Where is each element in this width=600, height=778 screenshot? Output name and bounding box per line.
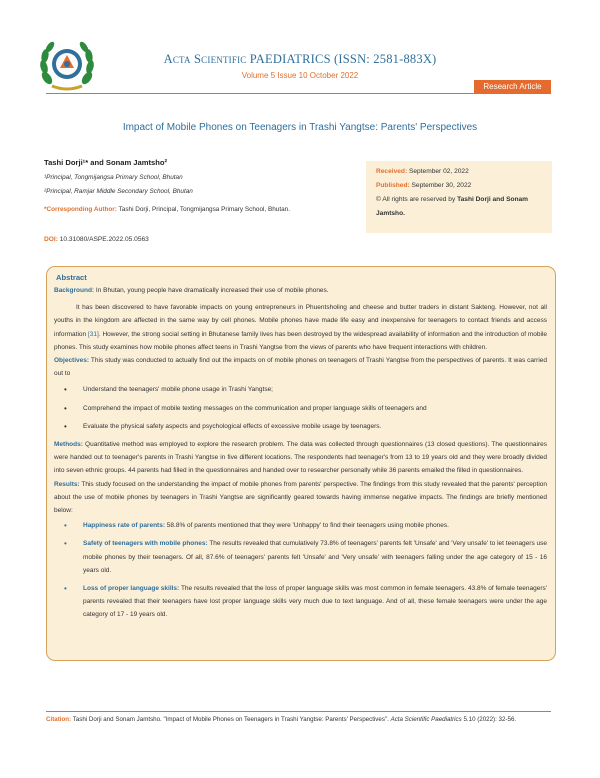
affiliation-1: ¹Principal, Tongmijangsa Primary School, Bhutan xyxy=(44,174,183,181)
result-text: The results revealed that the loss of proper language skills was most common in female teenagers. 43.8% of female teenagers' parents revealed that their teenagers have lost proper language skills very much due to text language. And of all, these female teenagers were under the age category of 17 - 19 years old. xyxy=(83,585,548,619)
list-item: • Understand the teenagers' mobile phone usage in Trashi Yangtse; xyxy=(61,383,547,396)
journal-title: Acta Scientific PAEDIATRICS (ISSN: 2581-883X) xyxy=(163,52,437,66)
abstract-objectives xyxy=(54,354,547,380)
objectives-text: This study was conducted to actually find out the impacts on of mobile phones on teenagers of Trashi Yangtse from the perspectives of parents. It was carried out to xyxy=(54,357,547,378)
citation-journal: Acta Scientific Paediatrics xyxy=(390,716,462,723)
list-item xyxy=(61,519,547,532)
citation-label: Citation: xyxy=(46,716,72,723)
methods-text: Quantitative method was employed to explore the research problem. The data was collected through questionnaires (13 closed questions). The questionnaires were handed out to teenager's parents in Trashi Yangtse in five different locations. The respondents had teenager's from 13 to 19 years old and they were broadly divided into seven ethnic groups. 44 parents had filled in the questionnaires and handed over to researcher personally while 36 parents emailed the filled in questionnaires. xyxy=(54,441,547,475)
reference-link[interactable]: [31] xyxy=(87,330,99,338)
header-divider xyxy=(46,93,551,94)
doi-link[interactable]: 10.31080/ASPE.2022.05.0563 xyxy=(57,236,149,243)
result-text: 58.8% of parents mentioned that they were 'Unhappy' to find their teenagers using mobile phones. xyxy=(165,522,449,530)
corresponding-author xyxy=(44,203,339,217)
results-list xyxy=(61,519,547,621)
list-item xyxy=(61,582,547,622)
footer-divider xyxy=(46,711,551,712)
result-label: Loss of proper language skills: xyxy=(83,585,180,593)
result-label: Happiness rate of parents: xyxy=(83,522,165,530)
citation-text: Tashi Dorji and Sonam Jamtsho. "Impact of Mobile Phones on Teenagers in Trashi Yangtse: Parents' Perspectives". xyxy=(71,716,391,723)
received-date xyxy=(376,165,542,179)
list-item: • Comprehend the impact of mobile texting messages on the communication and proper language skills of teenagers and xyxy=(61,402,547,415)
copyright-holder: Tashi Dorji and Sonam Jamtsho. xyxy=(376,196,529,217)
article-type-badge: Research Article xyxy=(474,80,551,93)
paragraph-text-a: It has been discovered to have favorable impacts on young entrepreneurs in Phuentsholing and cheese and butter traders in distant Sakteng. However, not all youths in the kingdom are affected in the same way by cell phones. Mobile phones have made life easy and inexpensive for teenagers to contact friends and access information xyxy=(54,304,547,338)
published-label: Published: xyxy=(376,182,410,189)
result-label: Safety of teenagers with mobile phones: xyxy=(83,540,208,548)
published-date xyxy=(376,179,542,193)
received-value: September 02, 2022 xyxy=(407,168,469,175)
abstract-paragraph xyxy=(54,301,547,354)
abstract-results xyxy=(54,478,547,518)
citation xyxy=(46,714,551,725)
abstract-methods xyxy=(54,438,547,478)
published-value: September 30, 2022 xyxy=(409,182,472,189)
author-list: Tashi Dorji¹* and Sonam Jamtsho² xyxy=(44,158,168,167)
list-item xyxy=(61,537,547,577)
article-title: Impact of Mobile Phones on Teenagers in Trashi Yangtse: Parents' Perspectives xyxy=(122,122,478,133)
background-label: Background: xyxy=(54,287,95,294)
affiliation-2: ²Principal, Ramjar Middle Secondary School, Bhutan xyxy=(44,188,193,195)
result-text: The results revealed that cumulatively 73.8% of teenagers' parents felt 'Unsafe' and 'Very unsafe' to let teenagers use mobile phones by their teenagers. Of all, 87.6% of teenagers' parents felt 'Unsafe' and 'Very unsafe' with teenagers falling under the age category of 15 - 16 years old. xyxy=(83,540,547,574)
objectives-list xyxy=(61,383,547,433)
results-label: Results: xyxy=(54,480,80,488)
volume-issue: Volume 5 Issue 10 October 2022 xyxy=(241,71,359,80)
abstract-heading: Abstract xyxy=(56,273,87,282)
results-text: This study focused on the understanding the impact of mobile phones from parents' perspective. The findings from this study revealed that the parents' perception about the use of mobile phones by teenagers in Trashi Yangtse are significantly geared towards having immense negative impacts. The findings are briefly mentioned below: xyxy=(54,480,547,515)
abstract-box xyxy=(46,266,556,661)
doi-label: DOI: xyxy=(44,236,58,243)
paragraph-text-b: . However, the strong social setting in Bhutanese family lives has been destroyed by the widespread availability of information and the introduction of mobile phones. This study examines how mobile phones affect teens in Trashi Yangtse from the views of parents who have frequent interactions with children. xyxy=(54,330,547,351)
objectives-label: Objectives: xyxy=(54,357,90,365)
copyright-prefix: © All rights are reserved by xyxy=(376,196,458,203)
methods-label: Methods: xyxy=(54,441,83,449)
background-text: In Bhutan, young people have dramatically increased their use of mobile phones. xyxy=(94,287,329,294)
corresponding-author-text: Tashi Dorji, Principal, Tongmijangsa Primary School, Bhutan. xyxy=(116,206,291,213)
citation-tail: 5.10 (2022): 32-56. xyxy=(461,716,517,723)
list-item: • Evaluate the physical safety aspects and psychological effects of excessive mobile usage by teenagers. xyxy=(61,420,547,433)
doi xyxy=(44,236,149,243)
received-label: Received: xyxy=(376,168,408,175)
dates-box xyxy=(366,161,552,233)
abstract-background xyxy=(54,284,547,297)
corresponding-author-label: *Corresponding Author: xyxy=(44,206,117,213)
copyright-notice xyxy=(376,193,542,221)
